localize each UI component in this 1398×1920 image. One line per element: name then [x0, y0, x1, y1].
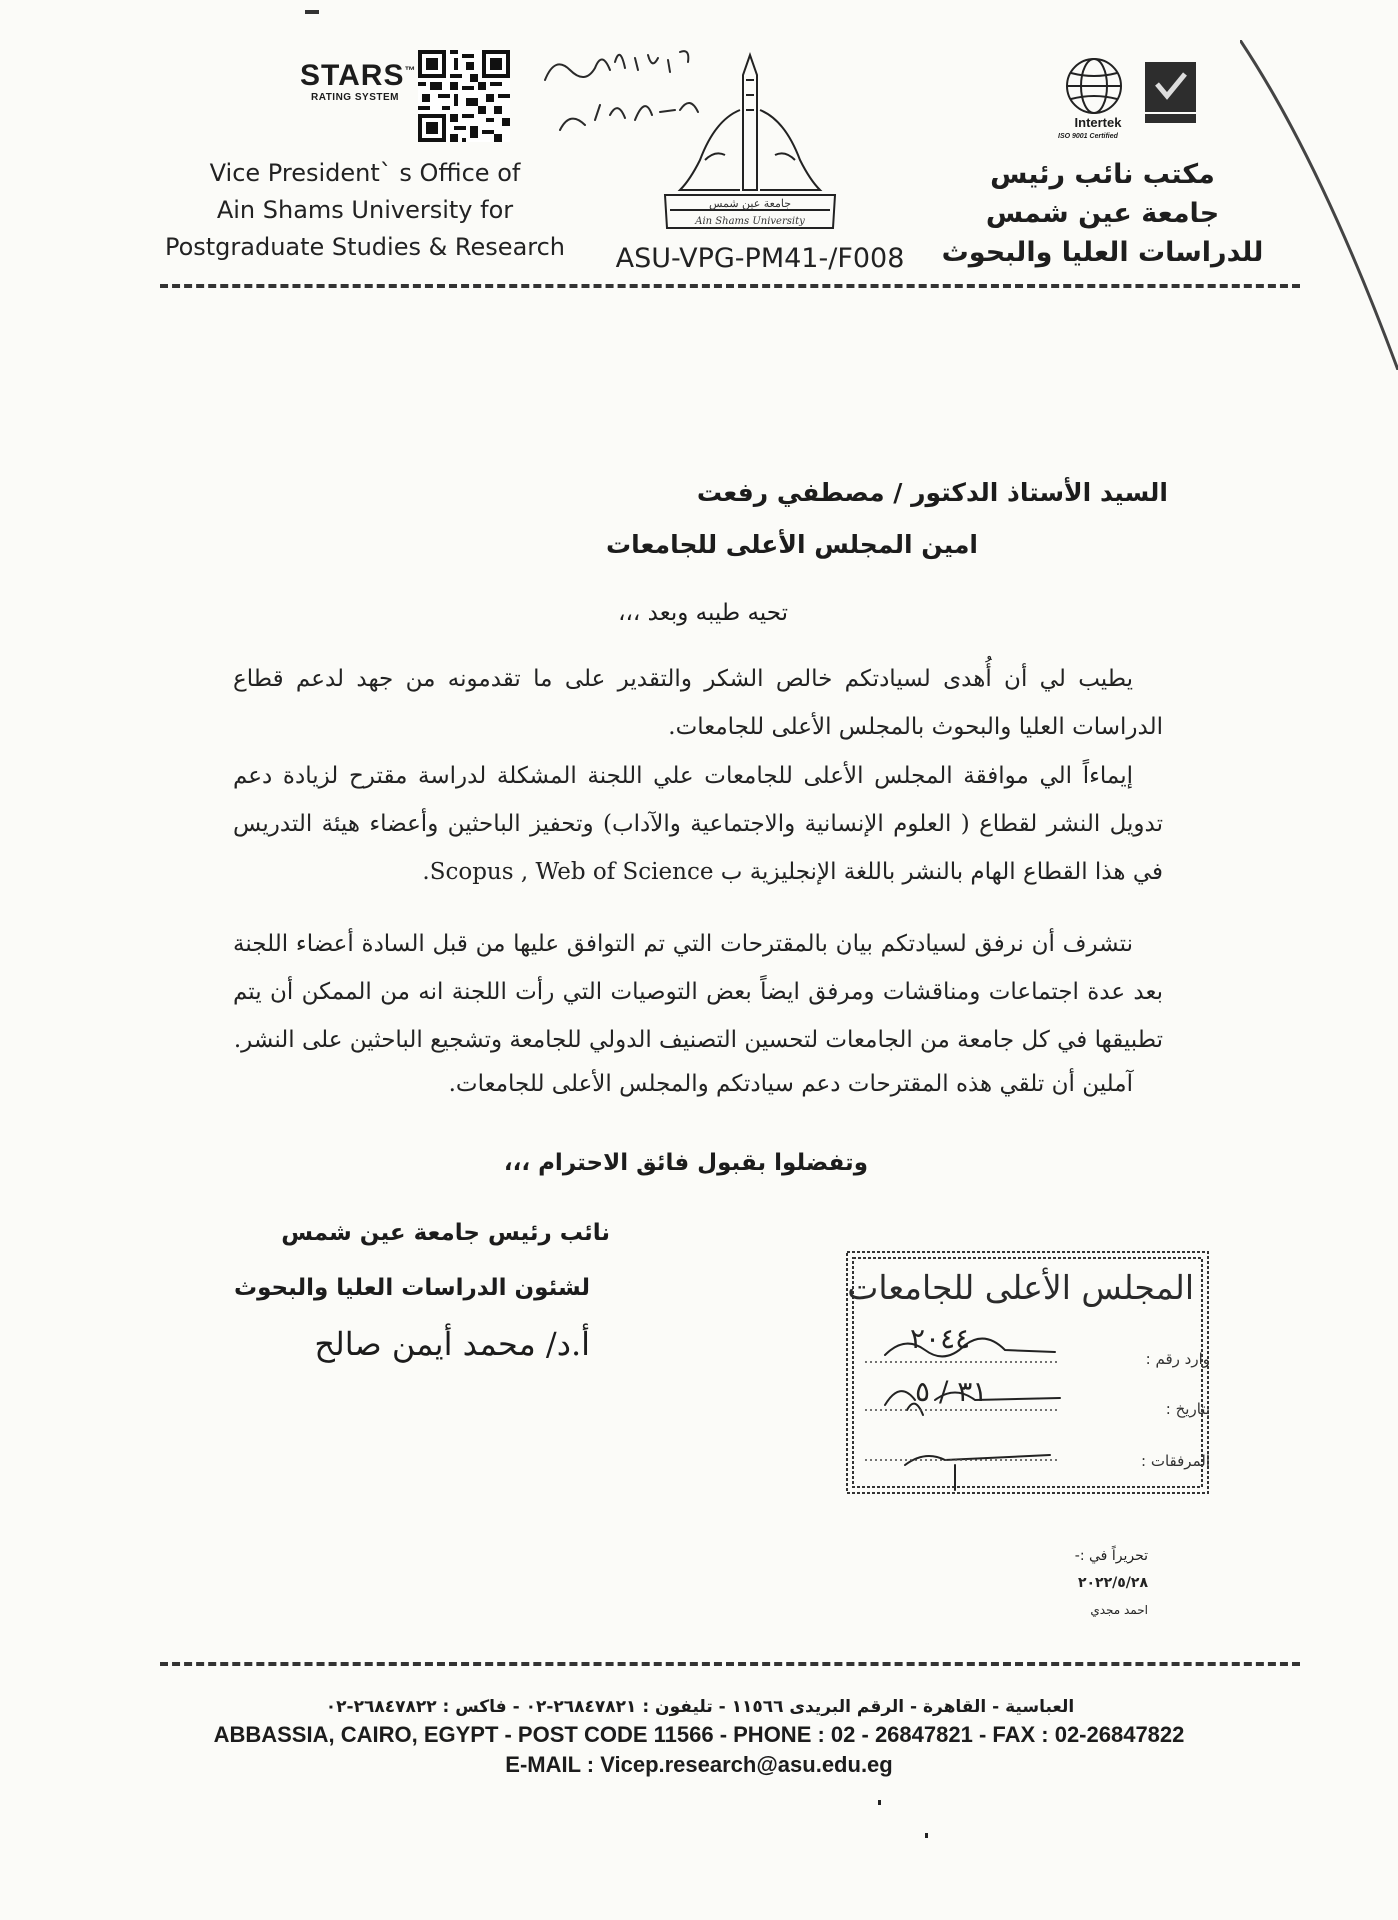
svg-text:٩٠٦٨ / ٢: ٩٠٦٨ / ٢	[545, 78, 549, 79]
closing-line: وتفضلوا بقبول فائق الاحترام ،،،	[503, 1150, 868, 1176]
ar-office-line-2: جامعة عين شمس	[985, 198, 1220, 229]
paragraph-3: نتشرف أن نرفق لسيادتكم بيان بالمقترحات التي تم التوافق عليها من قبل السادة أعضاء اللجنة بعد عدة اجتماعات ومناقشات ومرفق ايضاً بعض التوصيات التي رأت اللجنة انه من الممكن أن يتم تطبيقها في كل جامعة من الجامعات لتحسين التصنيف الدولي للجامعة وتشجيع الباحثين على النشر.	[233, 931, 1163, 1053]
footer-divider	[160, 1662, 1300, 1666]
ar-office-line-1: مكتب نائب رئيس	[990, 159, 1215, 190]
stamp-date-label: بتاريخ :	[1165, 1400, 1210, 1418]
greeting: تحيه طيبه وبعد ،،،	[618, 600, 788, 626]
signature-title-line-2: لشئون الدراسات العليا والبحوث	[233, 1275, 590, 1301]
footer-email	[0, 1752, 1398, 1778]
header-divider	[160, 284, 1300, 288]
stamp-attachments-label: المرفقات :	[1141, 1452, 1210, 1470]
addressee-name: السيد الأستاذ الدكتور / مصطفي رفعت	[696, 478, 1168, 507]
footer-address-english: ABBASSIA, CAIRO, EGYPT - POST CODE 11566 - PHONE : 02 - 26847821 - FAX : 02-26847822	[213, 1722, 1185, 1747]
stamp-title: المجلس الأعلى للجامعات	[847, 1268, 1194, 1307]
footer-address-arabic: العباسية - القاهرة - الرقم البريدى ١١٥٦٦ - تليفون : ٢٦٨٤٧٨٢١-٠٢ - فاكس : ٢٦٨٤٧٨٢٢-٠٢	[325, 1697, 1075, 1717]
ukas-certification-icon	[1143, 60, 1198, 125]
qr-code-icon	[418, 50, 510, 142]
svg-text:جامعة عين شمس: جامعة عين شمس	[708, 197, 792, 210]
svg-text:Ain Shams University: Ain Shams University	[695, 216, 805, 227]
issue-date: ٢٠٢٢/٥/٢٨	[1077, 1575, 1148, 1591]
stamp-incoming-number-value: ٢٠٤٤	[910, 1322, 971, 1355]
top-scan-mark	[305, 10, 319, 14]
scan-dot	[878, 1800, 881, 1805]
signatory-name: أ.د/ محمد أيمن صالح	[314, 1325, 590, 1363]
ain-shams-university-emblem	[655, 50, 845, 235]
footer-email-label: E-MAIL :	[505, 1752, 595, 1777]
stars-title: STARS™	[300, 59, 417, 92]
footer-email-link[interactable]: Vicep.research@asu.edu.eg	[600, 1752, 893, 1777]
arabic-office-name	[930, 155, 1275, 272]
page-edge-shadow	[1240, 40, 1398, 370]
intertek-globe-icon	[1063, 55, 1125, 117]
stars-logo	[300, 55, 417, 103]
signature-title-line-1: نائب رئيس جامعة عين شمس	[281, 1220, 610, 1246]
paragraph-1: يطيب لي أن أُهدى لسيادتكم خالص الشكر والتقدير على ما تقدمونه من جهد لدعم قطاع الدراسات العليا والبحوث بالمجلس الأعلى للجامعات.	[233, 666, 1163, 740]
svg-text:٢٠٢٢/٥/٢٩: ٢٠٢٢/٥/٢٩	[560, 135, 565, 136]
intertek-iso-label: ISO 9001 Certified	[1058, 133, 1118, 140]
intertek-name: Intertek	[1074, 115, 1122, 130]
en-office-line-1: Vice President` s Office of	[209, 159, 521, 187]
ar-office-line-3: للدراسات العليا والبحوث	[941, 237, 1264, 268]
stamp-incoming-number-label: وارد رقم :	[1145, 1350, 1210, 1368]
english-office-name	[155, 155, 575, 266]
stars-subtitle: RATING SYSTEM	[311, 92, 399, 103]
document-code: ASU-VPG-PM41-/F008	[615, 243, 905, 274]
paragraph-2: إيماءاً الي موافقة المجلس الأعلى للجامعات علي اللجنة المشكلة لدراسة مقترح لزيادة دعم تدويل النشر لقطاع ( العلوم الإنسانية والاجتماعية والآداب) وتحفيز الباحثين وأعضاء هيئة التدريس في هذا القطاع الهام بالنشر باللغة الإنجليزية ب Scopus , Web of Science.	[233, 763, 1163, 885]
paragraph-4: آملين أن تلقي هذه المقترحات دعم سيادتكم والمجلس الأعلى للجامعات.	[448, 1071, 1133, 1097]
prepared-by: احمد مجدي	[1090, 1603, 1148, 1617]
en-office-line-3: Postgraduate Studies & Research	[164, 233, 566, 261]
issue-date-label: تحريراً في :-	[1074, 1548, 1148, 1564]
en-office-line-2: Ain Shams University for	[216, 196, 514, 224]
scan-dot	[925, 1833, 928, 1838]
addressee-title: امين المجلس الأعلى للجامعات	[606, 530, 978, 559]
stamp-date-value: ٣١ / ٥	[915, 1375, 988, 1408]
